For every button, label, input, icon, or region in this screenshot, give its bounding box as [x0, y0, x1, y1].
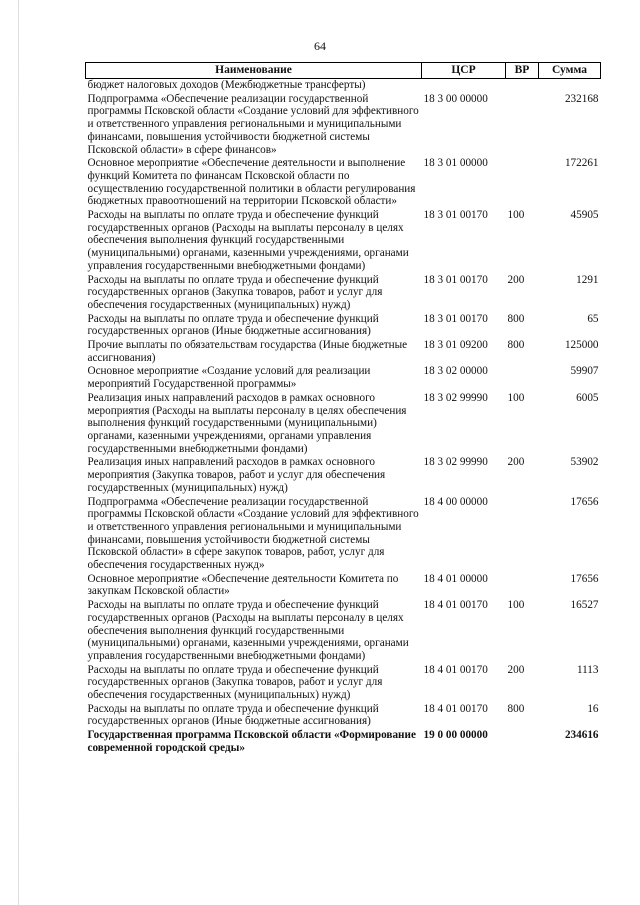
row-name: Реализация иных направлений расходов в рамках основного мероприятия (Расходы на выплаты персоналу в целях обеспечения выполнения функций государственными (муниципальными) органами, казенными учреждениями, органами управления государственными внебюджетными фондами)	[87, 391, 407, 455]
row-name: Расходы на выплаты по оплате труда и обеспечение функций государственных органов (Закупка товаров, работ и услуг для обеспечения государственных (муниципальных) нужд)	[87, 663, 383, 702]
table-row	[86, 339, 601, 365]
row-sum: 16	[587, 702, 599, 715]
row-csr: 18 4 01 00000	[423, 572, 488, 585]
row-vr	[506, 496, 539, 573]
row-csr: 19 0 00 00000	[423, 729, 488, 742]
row-vr: 200	[507, 273, 525, 286]
row-name: Расходы на выплаты по оплате труда и обеспечение функций государственных органов (Расходы на выплаты персоналу в целях обеспечения выполнения функций государственными (муниципальными) органами, казенными учреждениями, органами управления государственными внебюджетными фондами)	[87, 209, 409, 272]
row-vr: 800	[507, 339, 525, 352]
table-row	[86, 573, 601, 599]
row-vr: 200	[507, 663, 525, 676]
row-csr: 18 3 01 00170	[423, 312, 488, 325]
table-row	[86, 79, 601, 93]
header-sum: Сумма	[539, 63, 601, 79]
row-sum: 17656	[570, 572, 599, 585]
header-name: Наименование	[86, 63, 422, 79]
table-row	[86, 496, 601, 573]
row-name: Расходы на выплаты по оплате труда и обеспечение функций государственных органов (Закупка товаров, работ и услуг для обеспечения государственных (муниципальных) нужд)	[87, 273, 383, 311]
row-csr: 18 4 01 00170	[423, 702, 488, 715]
table-row	[86, 365, 601, 391]
row-csr: 18 3 02 00000	[423, 365, 488, 378]
row-sum: 59907	[570, 365, 599, 378]
row-name: Основное мероприятие «Обеспечение деятельности и выполнение функций Комитета по финансам Псковской области по осуществлению государственной политики в области регулирования бюджетных правоотношений на территории Псковской области»	[87, 157, 416, 208]
row-sum: 125000	[564, 339, 599, 352]
row-csr: 18 3 01 00170	[423, 273, 488, 286]
row-csr: 18 4 00 00000	[423, 495, 488, 508]
row-vr	[506, 729, 539, 755]
row-vr	[506, 365, 539, 391]
budget-table	[85, 62, 601, 756]
row-sum: 232168	[564, 92, 599, 105]
table-row	[86, 313, 601, 339]
row-name: Реализация иных направлений расходов в рамках основного мероприятия (Закупка товаров, работ и услуг для обеспечения государственных (муниципальных) нужд)	[87, 456, 386, 494]
row-name: Подпрограмма «Обеспечение реализации государственной программы Псковской области «Создание условий для эффективного и ответственного управления региональными и муниципальными финансами, повышения устойчивости бюджетной системы Псковской области» в сфере финансов»	[87, 92, 419, 156]
table-body	[86, 79, 601, 756]
table-row	[86, 729, 601, 755]
row-csr: 18 3 02 99990	[423, 456, 488, 469]
row-vr: 200	[507, 456, 525, 469]
row-name: Основное мероприятие «Обеспечение деятельности Комитета по закупкам Псковской области»	[87, 572, 399, 598]
row-csr: 18 3 00 00000	[423, 92, 488, 105]
row-csr	[422, 79, 506, 93]
row-csr: 18 3 02 99990	[423, 391, 488, 404]
table-row	[86, 599, 601, 664]
table-row	[86, 392, 601, 457]
row-csr: 18 4 01 00170	[423, 599, 488, 612]
row-vr	[506, 573, 539, 599]
row-name: Основное мероприятие «Создание условий для реализации мероприятий Государственной программы»	[87, 365, 371, 391]
row-sum: 1291	[576, 273, 599, 286]
table-row	[86, 274, 601, 313]
row-sum: 45905	[570, 209, 599, 222]
row-vr: 100	[507, 599, 525, 612]
table-row	[86, 157, 601, 209]
row-csr: 18 4 01 00170	[423, 663, 488, 676]
table-header-row	[86, 63, 601, 79]
row-name: Государственная программа Псковской области «Формирование современной городской среды»	[87, 729, 416, 754]
row-sum: 17656	[570, 495, 599, 508]
table-row	[86, 93, 601, 158]
row-vr: 800	[507, 702, 525, 715]
row-sum: 1113	[576, 663, 599, 676]
row-sum: 172261	[564, 157, 599, 170]
row-name: Прочие выплаты по обязательствам государства (Иные бюджетные ассигнования)	[87, 339, 408, 364]
row-vr: 100	[507, 209, 525, 222]
row-csr: 18 3 01 00170	[423, 209, 488, 222]
row-vr	[506, 79, 539, 93]
row-sum: 234616	[564, 729, 599, 742]
table-row	[86, 703, 601, 729]
row-csr: 18 3 01 09200	[423, 339, 488, 352]
row-sum: 53902	[570, 456, 599, 469]
row-vr	[506, 93, 539, 158]
row-sum	[539, 79, 601, 93]
row-name: Расходы на выплаты по оплате труда и обеспечение функций государственных органов (Иные бюджетные ассигнования)	[87, 702, 379, 728]
row-vr	[506, 157, 539, 209]
table-row	[86, 209, 601, 274]
row-name: бюджет налоговых доходов (Межбюджетные трансферты)	[87, 79, 366, 91]
row-sum: 65	[587, 312, 599, 325]
row-name: Подпрограмма «Обеспечение реализации государственной программы Псковской области «Создание условий для эффективного и ответственного управления региональными и муниципальными финансами, повышения устойчивости бюджетной системы Псковской области» в сфере закупок товаров, работ, услуг для обеспечения государственных нужд»	[87, 495, 419, 572]
scan-edge	[18, 0, 19, 905]
header-csr: ЦСР	[422, 63, 506, 79]
row-sum: 6005	[576, 391, 599, 404]
header-vr: ВР	[506, 63, 539, 79]
page-number: 64	[314, 39, 326, 53]
row-vr: 100	[507, 391, 525, 404]
row-name: Расходы на выплаты по оплате труда и обеспечение функций государственных органов (Иные бюджетные ассигнования)	[87, 312, 379, 338]
row-name: Расходы на выплаты по оплате труда и обеспечение функций государственных органов (Расходы на выплаты персоналу в целях обеспечения выполнения функций государственными (муниципальными) органами, казенными учреждениями, органами управления государственными внебюджетными фондами)	[87, 599, 409, 662]
table-row	[86, 456, 601, 495]
row-csr: 18 3 01 00000	[423, 157, 488, 170]
row-vr: 800	[507, 312, 525, 325]
table-row	[86, 664, 601, 703]
row-sum: 16527	[570, 599, 599, 612]
